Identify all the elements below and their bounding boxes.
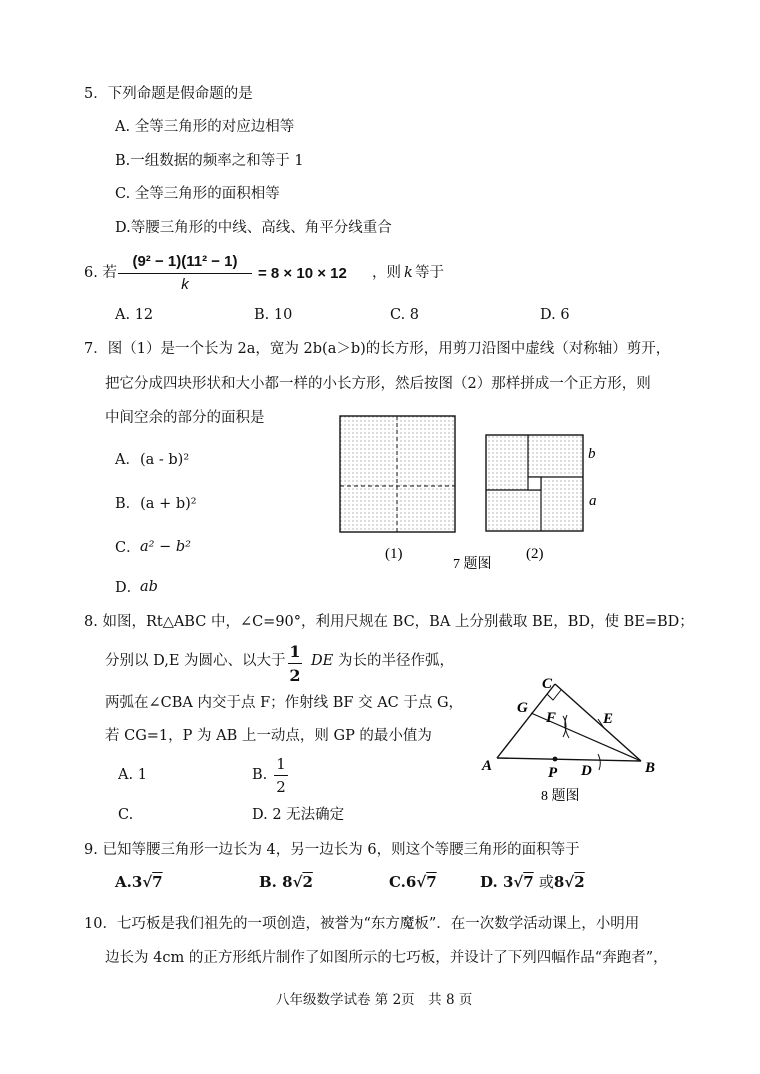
- q7-option-d-math: ab: [140, 579, 158, 595]
- q9-option-d-or: 或: [538, 873, 554, 891]
- q8-option-d: D. 2 无法确定: [252, 807, 345, 823]
- q9-option-d-radicand1: 7: [523, 873, 534, 891]
- q6-option-b: B. 10: [254, 307, 293, 323]
- label-g: G: [517, 700, 528, 716]
- fig2-label-a: a: [589, 493, 597, 509]
- fig1-label: (1): [385, 546, 403, 562]
- q9-option-a-label: A.: [115, 873, 132, 891]
- q5-option-b: B.一组数据的频率之和等于 1: [115, 153, 304, 169]
- segment-ab: [497, 758, 641, 761]
- q8-option-c: C.: [118, 807, 134, 823]
- q9-option-d-coef1: 3: [502, 873, 514, 891]
- q8-line2-pre: 分别以 D,E 为圆心、以大于: [105, 653, 286, 669]
- q10-line2: 边长为 4cm 的正方形纸片制作了如图所示的七巧板，并设计了下列四幅作品“奔跑者”，: [105, 950, 668, 966]
- q5-option-d: D.等腰三角形的中线、高线、角平分线重合: [115, 220, 392, 236]
- q7-line1: 7．图（1）是一个长为 2a，宽为 2b(a＞b)的长方形，用剪刀沿图中虚线（对称轴）剪开，: [84, 341, 671, 357]
- q6-numerator: (9² − 1)(11² − 1): [132, 253, 238, 270]
- q8-line2-post: 为长的半径作弧，: [338, 653, 454, 669]
- q9-option-b-radicand: 2: [302, 873, 313, 891]
- q9-option-c-radicand: 7: [426, 873, 437, 891]
- sqrt-icon: √: [292, 873, 303, 891]
- q9-option-a-radicand: 7: [152, 873, 163, 891]
- q7-option-a: A．(a - b)²: [115, 452, 190, 468]
- q10-line1: 10．七巧板是我们祖先的一项创造，被誉为“东方魔板”．在一次数学活动课上，小明用: [84, 916, 640, 932]
- q8-line3: 两弧在∠CBA 内交于点 F；作射线 BF 交 AC 于点 G，: [105, 695, 464, 711]
- sqrt-icon: √: [564, 873, 575, 891]
- sqrt-icon: √: [416, 873, 427, 891]
- point-p-dot: [553, 757, 558, 762]
- q6-denominator: k: [181, 276, 189, 293]
- q8-option-b-den: 2: [276, 778, 286, 796]
- q9-option-d-coef2: 8: [553, 873, 565, 891]
- fig7-caption: 7 题图: [453, 557, 492, 572]
- q6-option-a: A. 12: [115, 307, 154, 323]
- label-p: P: [548, 765, 558, 781]
- tick-d: [598, 754, 600, 770]
- q8-option-b: B.: [252, 767, 268, 783]
- page-footer: 八年级数学试卷 第 2页 共 8 页: [276, 992, 473, 1008]
- q8-line1: 8. 如图，Rt△ABC 中，∠C=90°，利用尺规在 BC，BA 上分别截取 BE，BD，使 BE=BD；: [84, 614, 694, 630]
- q9-option-c-label: C.: [389, 873, 406, 891]
- q9-stem: 9. 已知等腰三角形一边长为 4，另一边长为 6，则这个等腰三角形的面积等于: [84, 842, 580, 858]
- q9-option-b-label: B.: [259, 873, 277, 891]
- q7-option-c-math: a² − b²: [140, 539, 191, 555]
- q7-line3: 中间空余的部分的面积是: [105, 410, 265, 426]
- sqrt-icon: √: [142, 873, 153, 891]
- sqrt-icon: √: [513, 873, 524, 891]
- q6-prefix: 6. 若: [84, 265, 117, 281]
- q9-option-c-coef: 6: [405, 873, 417, 891]
- q7-option-c: C．: [115, 540, 141, 556]
- q9-option-a: [115, 875, 163, 890]
- q6-suffix: ，则: [372, 265, 401, 281]
- fig8-caption: 8 题图: [541, 789, 580, 804]
- q8-de: DE: [311, 653, 334, 669]
- q8-line4: 若 CG=1，P 为 AB 上一动点，则 GP 的最小值为: [105, 728, 432, 744]
- q9-option-b-coef: 8: [282, 873, 293, 891]
- q5-stem: 5．下列命题是假命题的是: [84, 86, 253, 102]
- q9-option-a-coef: 3: [131, 873, 143, 891]
- q8-option-a: A. 1: [118, 767, 147, 783]
- label-e: E: [603, 711, 614, 727]
- q9-option-b: [259, 875, 313, 890]
- q9-option-d-label: D.: [480, 873, 498, 891]
- q8-frac-den: 2: [289, 666, 301, 686]
- segment-cb: [555, 684, 641, 761]
- q6-option-d: D. 6: [540, 307, 570, 323]
- q7-line2: 把它分成四块形状和大小都一样的小长方形，然后按图（2）那样拼成一个正方形，则: [105, 376, 651, 392]
- label-c: C: [542, 676, 553, 692]
- q9-option-c: [389, 875, 437, 890]
- label-f: F: [546, 710, 557, 726]
- q6-var: k: [404, 265, 413, 281]
- label-a: A: [482, 758, 493, 774]
- q7-option-b: B．(a + b)²: [115, 496, 197, 512]
- fig2-label-b: b: [588, 446, 596, 462]
- label-b: B: [645, 760, 656, 776]
- q9-option-d: [480, 875, 585, 890]
- q9-option-d-radicand2: 2: [574, 873, 585, 891]
- q5-option-c: C. 全等三角形的面积相等: [115, 186, 280, 202]
- q6-option-c: C. 8: [390, 307, 420, 323]
- q6-equation: = 8 × 10 × 12: [258, 265, 347, 282]
- q7-option-d: D．: [115, 580, 142, 596]
- q8-option-b-num: 1: [276, 755, 286, 773]
- q6-suffix2: 等于: [415, 265, 444, 281]
- fig2-label: (2): [526, 546, 544, 562]
- q8-frac-num: 1: [289, 642, 301, 661]
- q5-option-a: A. 全等三角形的对应边相等: [115, 119, 295, 135]
- label-d: D: [581, 763, 592, 779]
